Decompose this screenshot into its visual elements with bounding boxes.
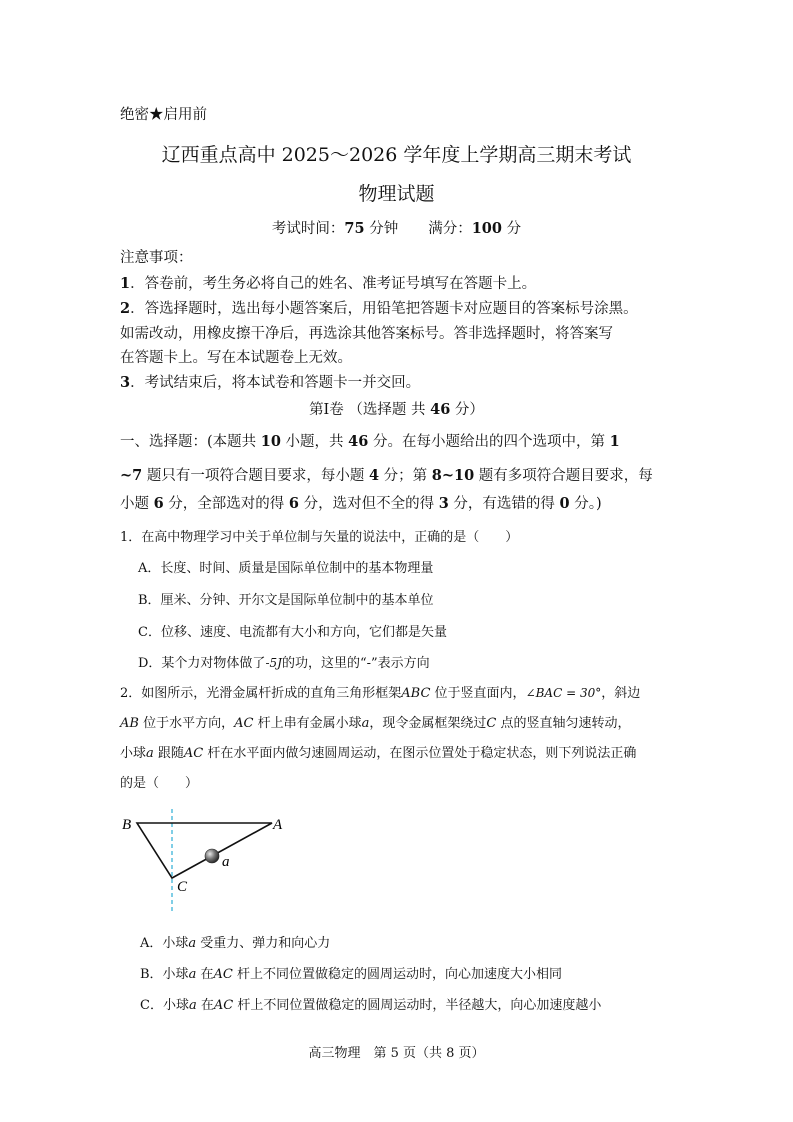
exam-title: 辽西重点高中 2025～2026 学年度上学期高三期末考试	[161, 144, 632, 166]
instr-text: 分。在每小题给出的四个选项中，第	[368, 434, 610, 450]
question-1-option-a: A．长度、时间、质量是国际单位制中的基本物理量	[138, 561, 434, 576]
full-score-value: 100	[471, 220, 502, 237]
question-2-option-b	[140, 963, 562, 982]
var: a	[188, 998, 197, 1013]
full-score-unit: 分	[501, 221, 522, 237]
label-b: B	[122, 817, 132, 833]
question-2-line-2	[120, 712, 630, 731]
paper-subject-title: 物理试题	[358, 183, 435, 205]
page-footer: 高三物理 第 5 页（共 8 页）	[308, 1046, 485, 1061]
question-1-stem: 1．在高中物理学习中关于单位制与矢量的说法中，正确的是（ ）	[120, 530, 519, 545]
instr-num: 6	[153, 495, 164, 512]
instr-num: 3	[438, 495, 449, 512]
question-2-line-1	[120, 682, 640, 701]
section-instructions-line-1	[120, 430, 620, 451]
instr-text: 分，全部选对的得	[163, 496, 289, 512]
note-1-text: ．答卷前，考生务必将自己的姓名、准考证号填写在答题卡上。	[130, 276, 537, 292]
frame-label: ABC	[401, 686, 431, 701]
angle-expression: ∠BAC = 30°	[525, 686, 602, 700]
note-2-text: ．答选择题时，选出每小题答案后，用铅笔把答题卡对应题目的答案标号涂黑。	[130, 301, 638, 317]
option-text: 的功，这里的“-”表示方向	[281, 656, 430, 671]
question-1-option-c: C．位移、速度、电流都有大小和方向，它们都是矢量	[138, 625, 447, 640]
section-score: 46	[430, 401, 451, 418]
exam-time-value: 75	[344, 220, 365, 237]
instr-num: 4	[368, 467, 380, 484]
stem-text: 杆上串有金属小球	[253, 716, 362, 731]
section-instructions-line-2	[120, 464, 653, 485]
instr-text: 分，有选错的得	[448, 496, 560, 512]
stem-text: 点的竖直轴匀速转动，	[496, 716, 631, 731]
triangle-frame	[137, 823, 272, 878]
instr-text: 分；第	[379, 468, 432, 484]
label-c: C	[177, 879, 188, 895]
instr-num: 6	[288, 495, 300, 512]
instr-num: 0	[559, 495, 570, 512]
note-3-number: 3	[120, 374, 131, 391]
exam-time-unit: 分钟	[364, 221, 399, 237]
instr-text: 分。)	[569, 496, 602, 512]
note-3	[120, 371, 420, 392]
instr-text: 小题，共	[280, 434, 349, 450]
metal-ball	[205, 849, 219, 863]
exam-time-label: 考试时间：	[271, 221, 345, 237]
question-1-option-d	[138, 652, 430, 671]
instr-num: 8~10	[431, 467, 475, 484]
instr-num: 46	[348, 433, 369, 450]
option-text: C．小球	[140, 998, 189, 1013]
instr-text: 题有多项符合题目要求，每	[474, 468, 653, 484]
note-1-number: 1	[120, 275, 131, 292]
var: AC	[213, 998, 234, 1013]
var: AC	[234, 716, 254, 731]
note-3-text: ．考试结束后，将本试卷和答题卡一并交回。	[130, 375, 421, 391]
note-2-line-3: 在答题卡上。写在本试题卷上无效。	[120, 350, 352, 366]
instr-text: 小题	[120, 496, 154, 512]
stem-text: 跟随	[153, 746, 184, 761]
instr-text: 题只有一项符合题目要求，每小题	[142, 468, 369, 484]
label-ball-a: a	[222, 854, 230, 870]
var: a	[361, 716, 370, 731]
stem-text: 杆在水平面内做匀速圆周运动，在图示位置处于稳定状态，则下列说法正确	[203, 746, 637, 761]
var: AC	[183, 746, 204, 761]
option-text: 在	[196, 967, 214, 982]
stem-text: ，斜边	[601, 686, 641, 701]
section-instructions-line-3	[120, 492, 602, 513]
option-text: A．小球	[140, 936, 189, 951]
instr-num: ~7	[120, 467, 143, 484]
var: AB	[120, 716, 139, 731]
note-2	[120, 297, 638, 318]
instr-text: 一、选择题：(本题共	[120, 434, 261, 450]
instr-num: 1	[609, 433, 620, 450]
question-2-option-a	[140, 932, 330, 951]
exam-info	[0, 217, 793, 238]
var: a	[188, 967, 197, 982]
var: AC	[213, 967, 233, 982]
label-a: A	[273, 817, 283, 833]
option-text: 受重力、弹力和向心力	[196, 936, 331, 951]
stem-text: 小球	[120, 746, 147, 761]
note-2-number: 2	[120, 300, 131, 317]
option-text: B．小球	[140, 967, 189, 982]
question-2-line-3	[120, 742, 636, 761]
note-1	[120, 272, 536, 293]
option-text: 在	[196, 998, 214, 1013]
stem-text: 位于水平方向，	[138, 716, 235, 731]
stem-text: 2．如图所示，光滑金属杆折成的直角三角形框架	[120, 686, 402, 701]
option-text: 杆上不同位置做稳定的圆周运动时，向心加速度大小相同	[232, 967, 562, 982]
full-score-label: 满分：	[428, 221, 472, 237]
option-text: D．某个力对物体做了	[138, 656, 266, 671]
stem-text: ，现令金属框架绕过	[369, 716, 487, 731]
question-2-option-c	[140, 994, 601, 1013]
instr-num: 10	[260, 433, 281, 450]
question-1-option-b: B．厘米、分钟、开尔文是国际单位制中的基本单位	[138, 593, 434, 608]
var: C	[486, 716, 497, 731]
stem-text: 位于竖直面内，	[430, 686, 526, 701]
work-value: -5J	[265, 656, 282, 670]
note-2-line-2: 如需改动，用橡皮擦干净后，再选涂其他答案标号。答非选择题时，将答案写	[120, 326, 613, 342]
instr-text: 分，选对但不全的得	[299, 496, 439, 512]
triangle-frame-figure	[110, 805, 300, 915]
var: a	[146, 746, 154, 761]
notes-heading: 注意事项：	[120, 250, 193, 266]
option-text: 杆上不同位置做稳定的圆周运动时，半径越大，向心加速度越小	[233, 998, 602, 1013]
var: a	[188, 936, 197, 951]
section-title	[0, 398, 793, 419]
question-2-line-4: 的是（ ）	[120, 776, 199, 791]
confidential-mark: 绝密★启用前	[120, 107, 207, 123]
section-title-part: 第Ⅰ卷 （选择题 共	[309, 402, 431, 418]
section-title-part: 分）	[450, 402, 484, 418]
